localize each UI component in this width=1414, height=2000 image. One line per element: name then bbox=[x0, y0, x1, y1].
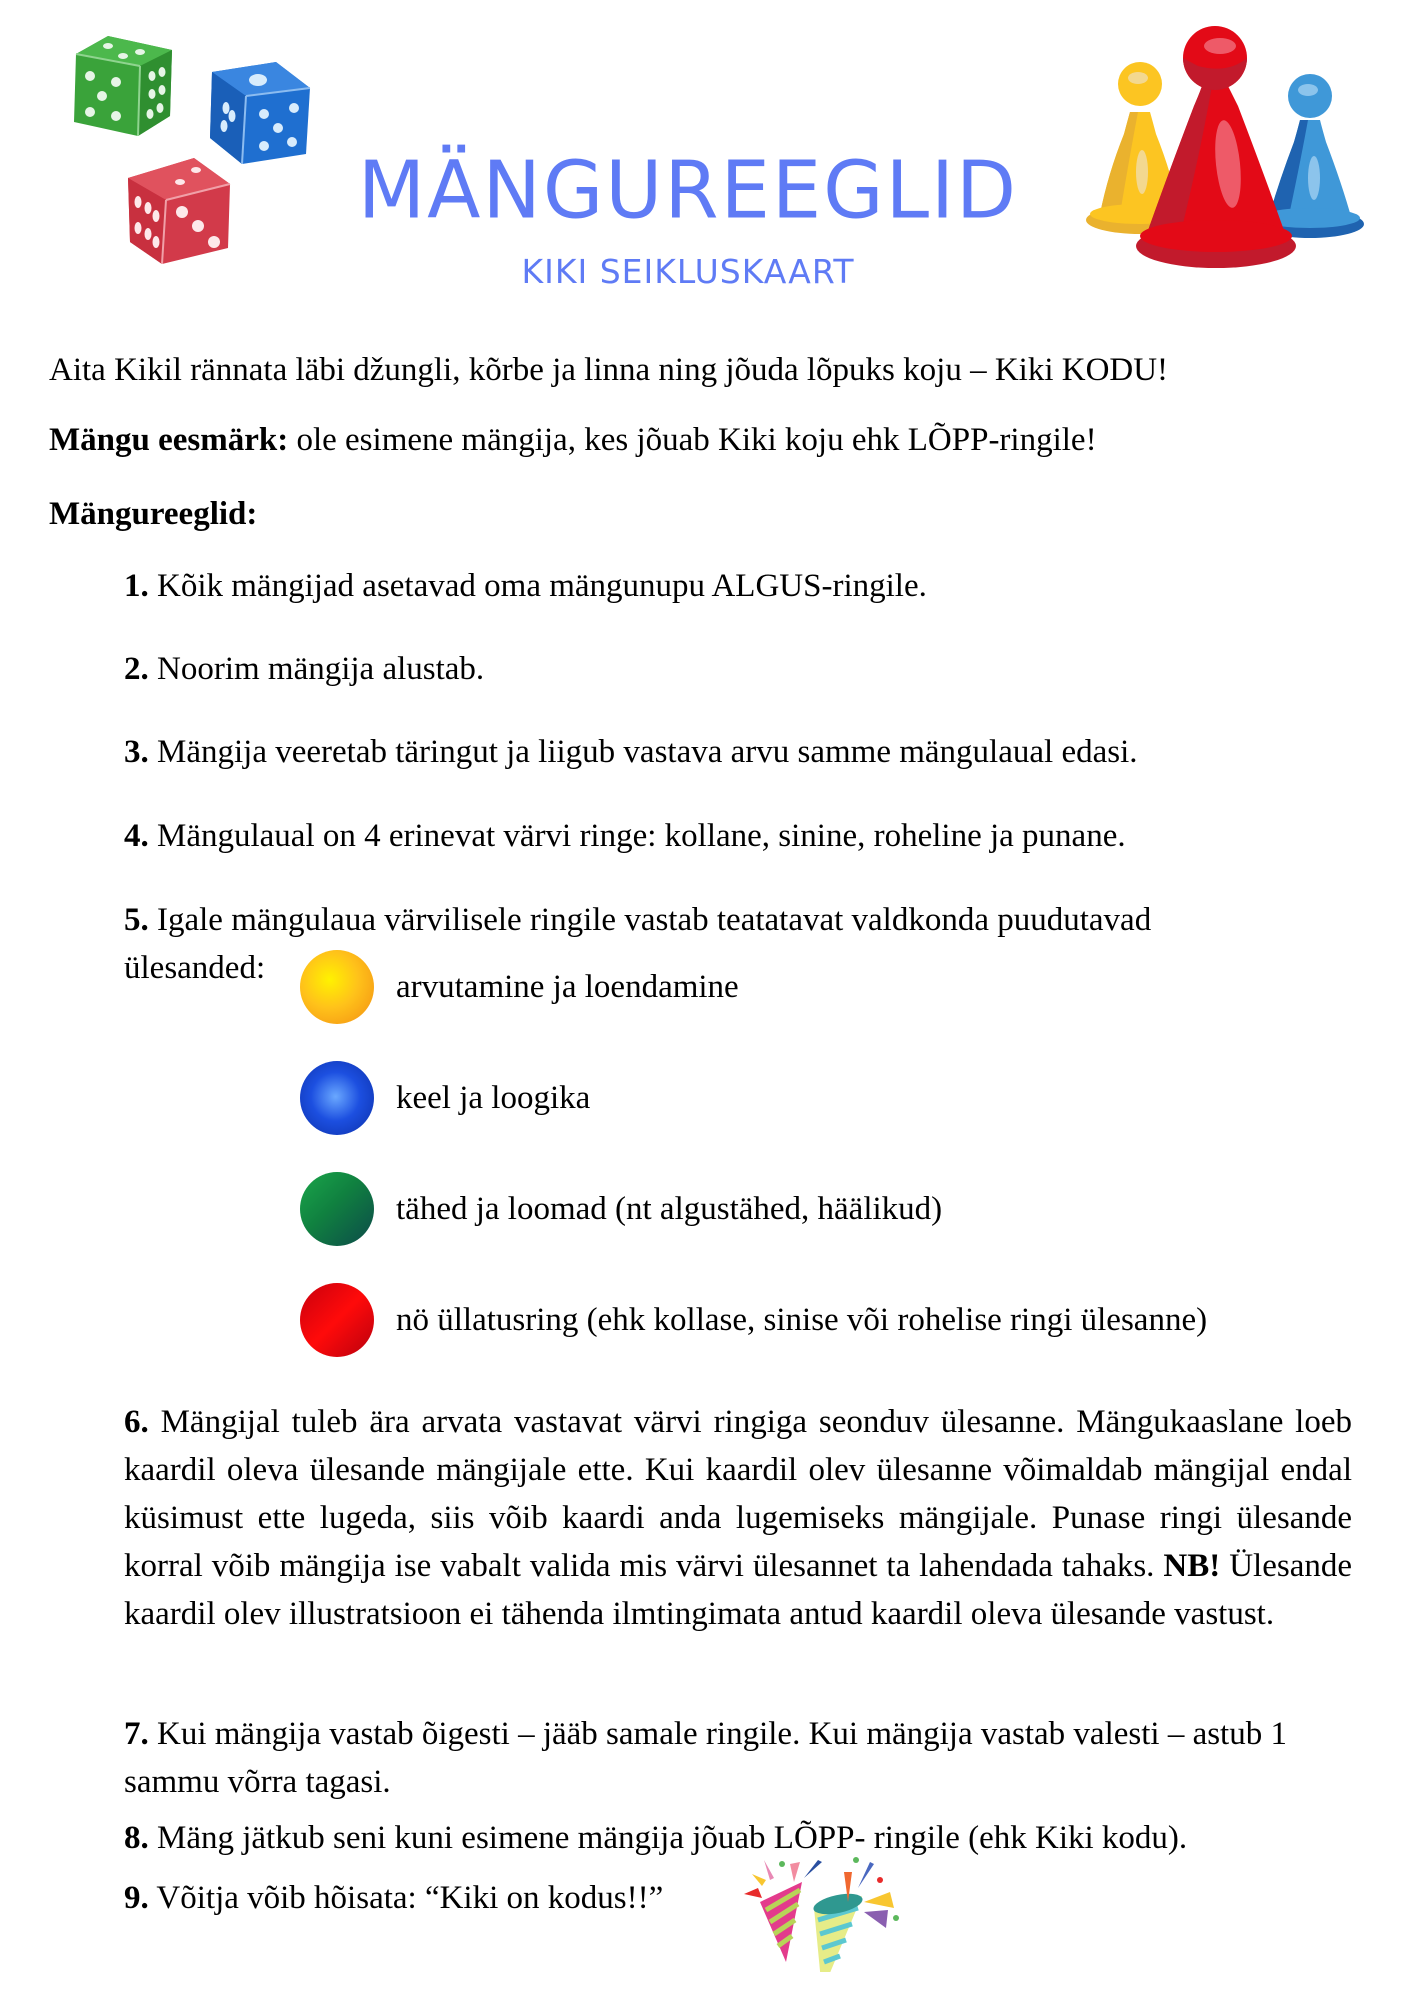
rule-number: 3. bbox=[124, 734, 149, 770]
rule-item bbox=[124, 900, 1151, 940]
yellow-circle-icon bbox=[300, 950, 374, 1024]
red-circle-icon bbox=[300, 1283, 374, 1357]
goal-text: ole esimene mängija, kes jõuab Kiki koju ehk LÕPP-ringile! bbox=[288, 422, 1097, 458]
rule-text: Mängulaual on 4 erinevat värvi ringe: kollane, sinine, roheline ja punane. bbox=[148, 818, 1126, 854]
legend-text: tähed ja loomad (nt algustähed, häälikud) bbox=[396, 1190, 943, 1227]
legend-text: keel ja loogika bbox=[396, 1079, 591, 1116]
rule-item bbox=[124, 649, 484, 689]
blue-circle-icon bbox=[300, 1061, 374, 1135]
legend-item-green bbox=[300, 1172, 942, 1246]
rule-text: Mäng jätkub seni kuni esimene mängija jõuab LÕPP- ringile (ehk Kiki kodu). bbox=[148, 1820, 1188, 1856]
rule-number: 6. bbox=[124, 1404, 149, 1440]
pawn-group-icon bbox=[1068, 24, 1388, 274]
intro-text: Aita Kikil rännata läbi džungli, kõrbe ja linna ning jõuda lõpuks koju – Kiki KODU! bbox=[49, 352, 1169, 388]
legend-item-yellow bbox=[300, 950, 739, 1024]
green-circle-icon bbox=[300, 1172, 374, 1246]
rule-item bbox=[124, 1398, 1352, 1638]
rule-item bbox=[124, 732, 1138, 772]
rule-number: 9. bbox=[124, 1880, 149, 1916]
dice-red-icon bbox=[122, 150, 240, 268]
legend-item-blue bbox=[300, 1061, 590, 1135]
dice-green-icon bbox=[68, 32, 180, 144]
rule-number: 7. bbox=[124, 1716, 149, 1752]
rule-text: Noorim mängija alustab. bbox=[148, 651, 485, 687]
nb-label: NB! bbox=[1163, 1548, 1221, 1584]
rule-number: 1. bbox=[124, 568, 149, 604]
goal-label: Mängu eesmärk: bbox=[49, 422, 289, 458]
rule-number: 5. bbox=[124, 902, 149, 938]
rule-text: Mängija veeretab täringut ja liigub vastava arvu samme mängulaual edasi. bbox=[148, 734, 1138, 770]
rule-text-after-nb: Ülesande kaardil olev illustratsioon ei tähenda ilmtingimata antud kaardil oleva ülesande vastust. bbox=[124, 1548, 1352, 1632]
rule-item bbox=[124, 566, 927, 606]
rule-text: Kui mängija vastab õigesti – jääb samale ringile. Kui mängija vastab valesti – astub 1 sammu võrra tagasi. bbox=[124, 1716, 1287, 1800]
legend-text: nö üllatusring (ehk kollase, sinise või rohelise ringi ülesanne) bbox=[396, 1301, 1208, 1338]
rule-item bbox=[124, 1818, 1187, 1858]
rule-item bbox=[124, 816, 1126, 856]
rule-text-continuation: ülesanded: bbox=[124, 950, 266, 986]
rules-heading: Mängureeglid: bbox=[49, 496, 258, 532]
rule-number: 8. bbox=[124, 1820, 149, 1856]
rule-text: Kõik mängijad asetavad oma mängunupu ALGUS-ringile. bbox=[148, 568, 927, 604]
rule-item bbox=[124, 1878, 663, 1918]
rule-text: Mängijal tuleb ära arvata vastavat värvi ringiga seonduv ülesanne. Mängukaaslane loeb kaardil oleva ülesande mängijale ette. Kui kaardil olev ülesanne võimaldab mängijal endal küsimust ette lugeda, siis võib kaardi anda lugemiseks mängijale. Punase ringi ülesande korral võib mängija ise vabalt valida mis värvi ülesannet ta lahendada tahaks. bbox=[124, 1404, 1352, 1584]
goal-statement bbox=[49, 420, 1097, 460]
party-popper-icon bbox=[740, 1852, 900, 1972]
rule-item bbox=[124, 1710, 1364, 1806]
rule-text: Võitja võib hõisata: “Kiki on kodus!!” bbox=[148, 1880, 664, 1916]
legend-text: arvutamine ja loendamine bbox=[396, 968, 739, 1005]
page-subtitle: KIKI SEIKLUSKAART bbox=[521, 252, 855, 291]
rule-text: Igale mängulaua värvilisele ringile vastab teatatavat valdkonda puudutavad bbox=[148, 902, 1152, 938]
page-title: MÄNGUREEGLID bbox=[357, 145, 1019, 237]
legend-item-red bbox=[300, 1283, 1207, 1357]
rule-number: 2. bbox=[124, 651, 149, 687]
rule-number: 4. bbox=[124, 818, 149, 854]
